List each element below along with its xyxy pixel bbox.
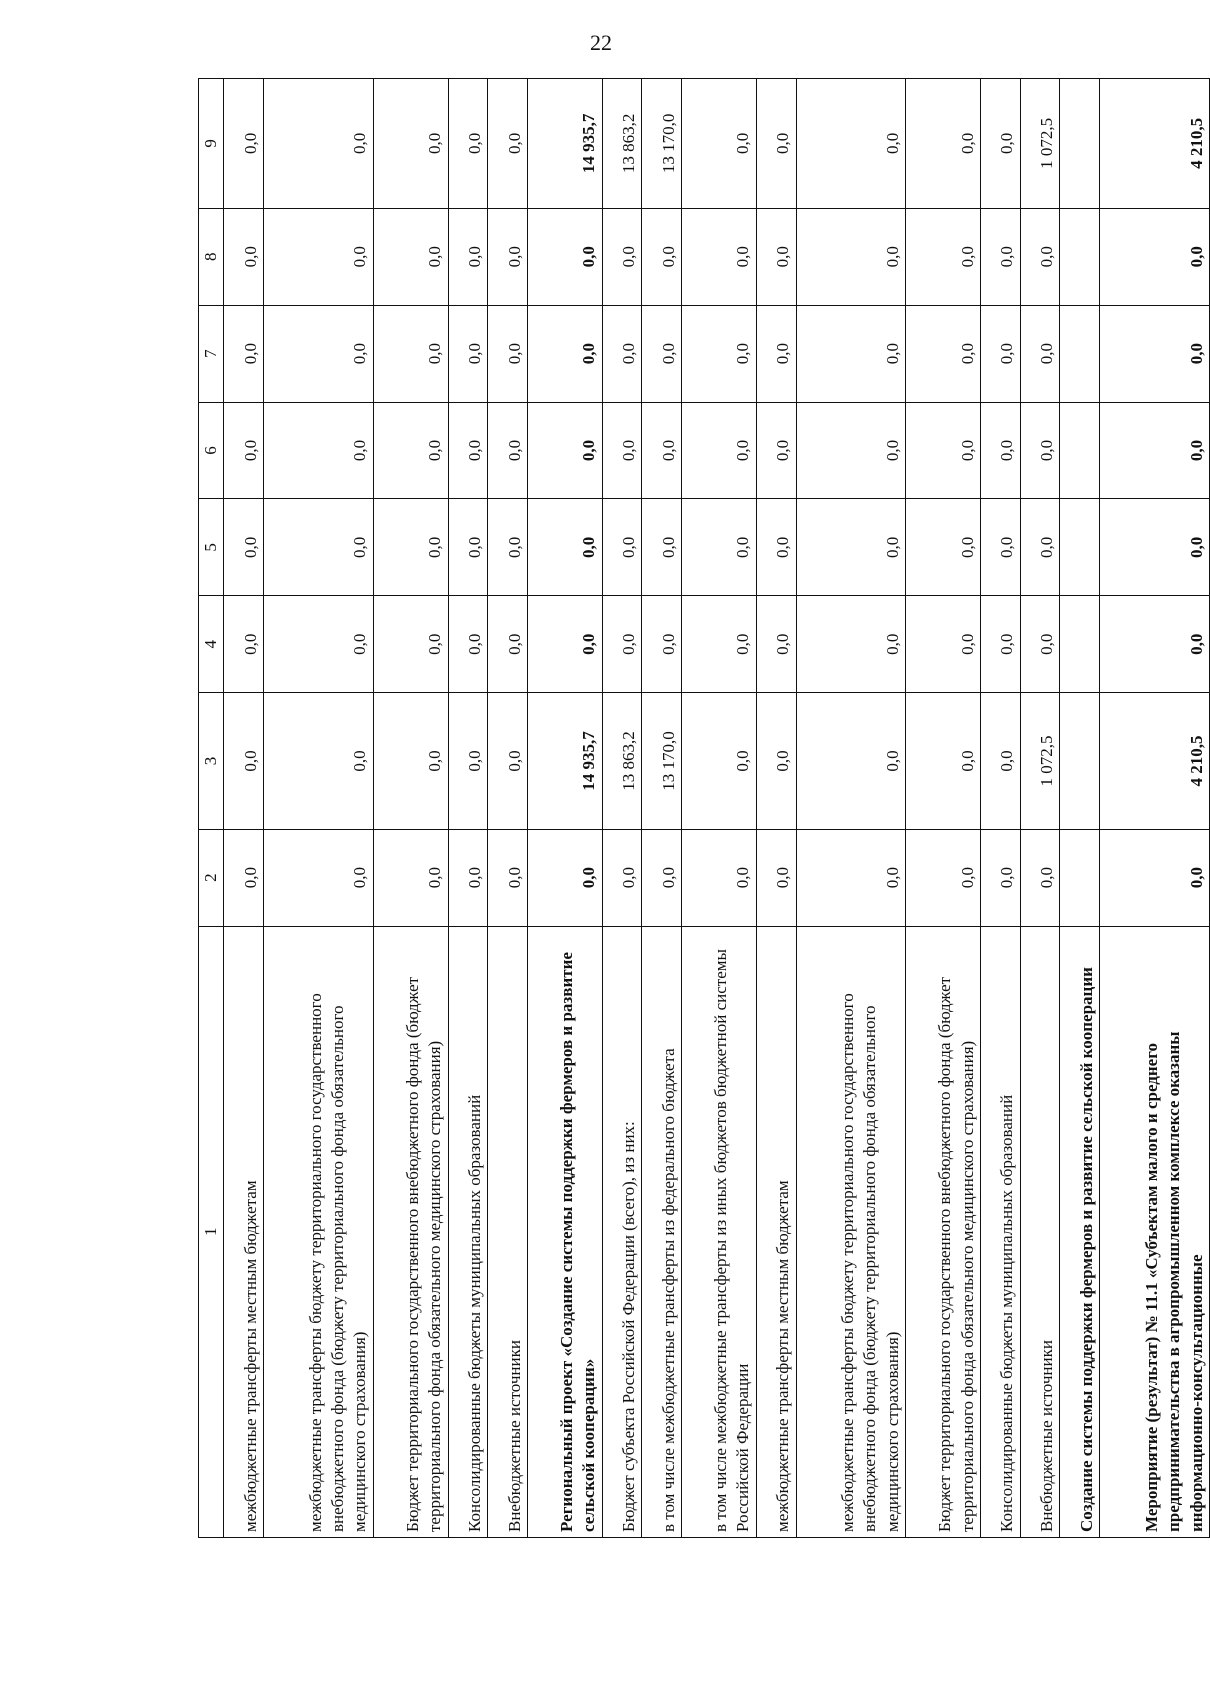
row-label: Консолидированные бюджеты муниципальных образований bbox=[981, 926, 1021, 1537]
value-cell: 0,0 bbox=[448, 402, 488, 499]
value-cell: 0,0 bbox=[906, 693, 981, 829]
row-label: Мероприятие (результат) № 11.1 «Субъектам малого и среднего предпринимательства в агропромышленном комплексе оказаны информационно-консультационные bbox=[1100, 926, 1210, 1537]
value-cell: 0,0 bbox=[264, 402, 374, 499]
value-cell: 0,0 bbox=[682, 208, 757, 305]
value-cell: 0,0 bbox=[528, 829, 603, 926]
value-cell: 0,0 bbox=[528, 208, 603, 305]
row-label: межбюджетные трансферты бюджету территориального государственного внебюджетного фонда (бюджету территориального фонда обязательного медицинского страхования) bbox=[796, 926, 906, 1537]
value-cell: 0,0 bbox=[224, 208, 264, 305]
value-cell: 13 863,2 bbox=[602, 693, 642, 829]
value-cell: 0,0 bbox=[224, 402, 264, 499]
row-label: Бюджет территориального государственного внебюджетного фонда (бюджет территориального фонда обязательного медицинского страхования) bbox=[906, 926, 981, 1537]
value-cell: 0,0 bbox=[796, 79, 906, 209]
value-cell bbox=[1060, 208, 1100, 305]
value-cell bbox=[1060, 402, 1100, 499]
value-cell: 0,0 bbox=[264, 208, 374, 305]
value-cell: 4 210,5 bbox=[1100, 693, 1210, 829]
value-cell: 0,0 bbox=[906, 402, 981, 499]
row-label: Внебюджетные источники bbox=[488, 926, 528, 1537]
value-cell: 0,0 bbox=[642, 402, 682, 499]
value-cell: 0,0 bbox=[373, 693, 448, 829]
table-row bbox=[264, 79, 374, 1538]
value-cell: 0,0 bbox=[906, 499, 981, 596]
value-cell: 0,0 bbox=[373, 305, 448, 402]
table-row bbox=[1020, 79, 1060, 1538]
value-cell: 0,0 bbox=[373, 208, 448, 305]
row-label: Консолидированные бюджеты муниципальных образований bbox=[448, 926, 488, 1537]
value-cell: 13 170,0 bbox=[642, 693, 682, 829]
row-label: межбюджетные трансферты бюджету территориального государственного внебюджетного фонда (бюджету территориального фонда обязательного медицинского страхования) bbox=[264, 926, 374, 1537]
value-cell: 0,0 bbox=[1100, 829, 1210, 926]
table-row bbox=[448, 79, 488, 1538]
value-cell: 0,0 bbox=[981, 208, 1021, 305]
value-cell: 0,0 bbox=[796, 305, 906, 402]
page-number: 22 bbox=[590, 30, 612, 55]
value-cell: 0,0 bbox=[796, 693, 906, 829]
value-cell: 0,0 bbox=[682, 499, 757, 596]
value-cell: 0,0 bbox=[756, 305, 796, 402]
value-cell: 0,0 bbox=[756, 693, 796, 829]
row-label: Внебюджетные источники bbox=[1020, 926, 1060, 1537]
row-label: Региональный проект «Создание системы поддержки фермеров и развитие сельской кооперации» bbox=[528, 926, 603, 1537]
value-cell: 0,0 bbox=[906, 305, 981, 402]
value-cell: 0,0 bbox=[448, 693, 488, 829]
value-cell: 0,0 bbox=[488, 829, 528, 926]
value-cell: 0,0 bbox=[756, 829, 796, 926]
budget-table bbox=[198, 78, 1210, 1538]
value-cell: 0,0 bbox=[528, 305, 603, 402]
value-cell: 0,0 bbox=[796, 596, 906, 693]
column-header: 6 bbox=[199, 402, 224, 499]
row-label: в том числе межбюджетные трансферты из иных бюджетов бюджетной системы Российской Федерации bbox=[682, 926, 757, 1537]
value-cell: 0,0 bbox=[642, 596, 682, 693]
value-cell: 0,0 bbox=[756, 79, 796, 209]
value-cell: 0,0 bbox=[488, 208, 528, 305]
value-cell: 1 072,5 bbox=[1020, 693, 1060, 829]
value-cell: 0,0 bbox=[448, 79, 488, 209]
table-row bbox=[528, 79, 603, 1538]
value-cell: 0,0 bbox=[602, 208, 642, 305]
value-cell: 0,0 bbox=[373, 829, 448, 926]
budget-table-container bbox=[198, 78, 1210, 1538]
value-cell: 14 935,7 bbox=[528, 79, 603, 209]
value-cell: 0,0 bbox=[796, 499, 906, 596]
row-label: Создание системы поддержки фермеров и развитие сельской кооперации bbox=[1060, 926, 1100, 1537]
value-cell: 0,0 bbox=[981, 829, 1021, 926]
column-header: 5 bbox=[199, 499, 224, 596]
value-cell: 0,0 bbox=[796, 829, 906, 926]
value-cell: 0,0 bbox=[642, 305, 682, 402]
value-cell: 0,0 bbox=[682, 305, 757, 402]
value-cell: 0,0 bbox=[682, 693, 757, 829]
column-header: 2 bbox=[199, 829, 224, 926]
value-cell: 0,0 bbox=[1100, 596, 1210, 693]
value-cell: 0,0 bbox=[448, 596, 488, 693]
value-cell: 0,0 bbox=[264, 596, 374, 693]
value-cell: 0,0 bbox=[1100, 305, 1210, 402]
value-cell: 0,0 bbox=[488, 305, 528, 402]
value-cell: 0,0 bbox=[528, 596, 603, 693]
value-cell: 0,0 bbox=[224, 499, 264, 596]
value-cell: 0,0 bbox=[981, 693, 1021, 829]
table-row bbox=[602, 79, 642, 1538]
value-cell: 0,0 bbox=[682, 829, 757, 926]
row-label: межбюджетные трансферты местным бюджетам bbox=[756, 926, 796, 1537]
value-cell bbox=[1060, 499, 1100, 596]
value-cell bbox=[1060, 596, 1100, 693]
column-header: 9 bbox=[199, 79, 224, 209]
value-cell: 0,0 bbox=[642, 829, 682, 926]
value-cell: 13 170,0 bbox=[642, 79, 682, 209]
value-cell: 4 210,5 bbox=[1100, 79, 1210, 209]
value-cell: 0,0 bbox=[602, 596, 642, 693]
value-cell: 0,0 bbox=[981, 79, 1021, 209]
table-row bbox=[906, 79, 981, 1538]
value-cell: 0,0 bbox=[906, 208, 981, 305]
value-cell: 0,0 bbox=[1020, 829, 1060, 926]
value-cell: 0,0 bbox=[488, 693, 528, 829]
value-cell bbox=[1060, 305, 1100, 402]
value-cell: 0,0 bbox=[528, 402, 603, 499]
value-cell: 0,0 bbox=[1020, 499, 1060, 596]
table-row bbox=[224, 79, 264, 1538]
value-cell: 0,0 bbox=[602, 499, 642, 596]
column-header: 3 bbox=[199, 693, 224, 829]
value-cell: 0,0 bbox=[488, 596, 528, 693]
value-cell: 0,0 bbox=[224, 305, 264, 402]
row-label: в том числе межбюджетные трансферты из федерального бюджета bbox=[642, 926, 682, 1537]
column-header: 8 bbox=[199, 208, 224, 305]
value-cell: 13 863,2 bbox=[602, 79, 642, 209]
value-cell: 0,0 bbox=[682, 402, 757, 499]
value-cell: 0,0 bbox=[373, 596, 448, 693]
row-label: Бюджет субъекта Российской Федерации (всего), из них: bbox=[602, 926, 642, 1537]
value-cell: 0,0 bbox=[373, 499, 448, 596]
value-cell: 0,0 bbox=[906, 596, 981, 693]
value-cell: 0,0 bbox=[756, 208, 796, 305]
column-header: 7 bbox=[199, 305, 224, 402]
value-cell: 0,0 bbox=[448, 499, 488, 596]
value-cell: 0,0 bbox=[264, 499, 374, 596]
value-cell bbox=[1060, 829, 1100, 926]
value-cell: 0,0 bbox=[682, 79, 757, 209]
value-cell: 0,0 bbox=[1020, 596, 1060, 693]
value-cell: 1 072,5 bbox=[1020, 79, 1060, 209]
value-cell: 0,0 bbox=[224, 829, 264, 926]
value-cell: 14 935,7 bbox=[528, 693, 603, 829]
table-row bbox=[1060, 79, 1100, 1538]
value-cell: 0,0 bbox=[906, 829, 981, 926]
column-header: 1 bbox=[199, 926, 224, 1537]
value-cell: 0,0 bbox=[448, 305, 488, 402]
value-cell: 0,0 bbox=[1100, 402, 1210, 499]
table-row bbox=[756, 79, 796, 1538]
table-row bbox=[796, 79, 906, 1538]
row-label: межбюджетные трансферты местным бюджетам bbox=[224, 926, 264, 1537]
value-cell: 0,0 bbox=[981, 596, 1021, 693]
value-cell: 0,0 bbox=[756, 499, 796, 596]
value-cell: 0,0 bbox=[602, 829, 642, 926]
table-row bbox=[682, 79, 757, 1538]
value-cell: 0,0 bbox=[981, 499, 1021, 596]
value-cell: 0,0 bbox=[224, 596, 264, 693]
value-cell: 0,0 bbox=[373, 79, 448, 209]
value-cell: 0,0 bbox=[448, 829, 488, 926]
value-cell: 0,0 bbox=[1020, 402, 1060, 499]
value-cell: 0,0 bbox=[981, 402, 1021, 499]
value-cell: 0,0 bbox=[796, 208, 906, 305]
value-cell: 0,0 bbox=[1020, 305, 1060, 402]
value-cell: 0,0 bbox=[756, 596, 796, 693]
table-row bbox=[1100, 79, 1210, 1538]
row-label: Бюджет территориального государственного внебюджетного фонда (бюджет территориального фонда обязательного медицинского страхования) bbox=[373, 926, 448, 1537]
value-cell: 0,0 bbox=[1100, 499, 1210, 596]
value-cell: 0,0 bbox=[602, 402, 642, 499]
value-cell: 0,0 bbox=[602, 305, 642, 402]
value-cell bbox=[1060, 693, 1100, 829]
table-row bbox=[488, 79, 528, 1538]
value-cell: 0,0 bbox=[373, 402, 448, 499]
value-cell: 0,0 bbox=[981, 305, 1021, 402]
value-cell: 0,0 bbox=[264, 829, 374, 926]
value-cell bbox=[1060, 79, 1100, 209]
value-cell: 0,0 bbox=[488, 402, 528, 499]
value-cell: 0,0 bbox=[264, 79, 374, 209]
value-cell: 0,0 bbox=[488, 499, 528, 596]
value-cell: 0,0 bbox=[796, 402, 906, 499]
table-row bbox=[642, 79, 682, 1538]
value-cell: 0,0 bbox=[264, 305, 374, 402]
value-cell: 0,0 bbox=[488, 79, 528, 209]
value-cell: 0,0 bbox=[642, 208, 682, 305]
value-cell: 0,0 bbox=[906, 79, 981, 209]
table-row bbox=[981, 79, 1021, 1538]
value-cell: 0,0 bbox=[756, 402, 796, 499]
value-cell: 0,0 bbox=[642, 499, 682, 596]
value-cell: 0,0 bbox=[224, 79, 264, 209]
value-cell: 0,0 bbox=[1020, 208, 1060, 305]
value-cell: 0,0 bbox=[224, 693, 264, 829]
value-cell: 0,0 bbox=[448, 208, 488, 305]
column-number-row bbox=[199, 79, 224, 1538]
value-cell: 0,0 bbox=[682, 596, 757, 693]
column-header: 4 bbox=[199, 596, 224, 693]
value-cell: 0,0 bbox=[1100, 208, 1210, 305]
table-body bbox=[224, 79, 1210, 1538]
value-cell: 0,0 bbox=[264, 693, 374, 829]
table-row bbox=[373, 79, 448, 1538]
value-cell: 0,0 bbox=[528, 499, 603, 596]
